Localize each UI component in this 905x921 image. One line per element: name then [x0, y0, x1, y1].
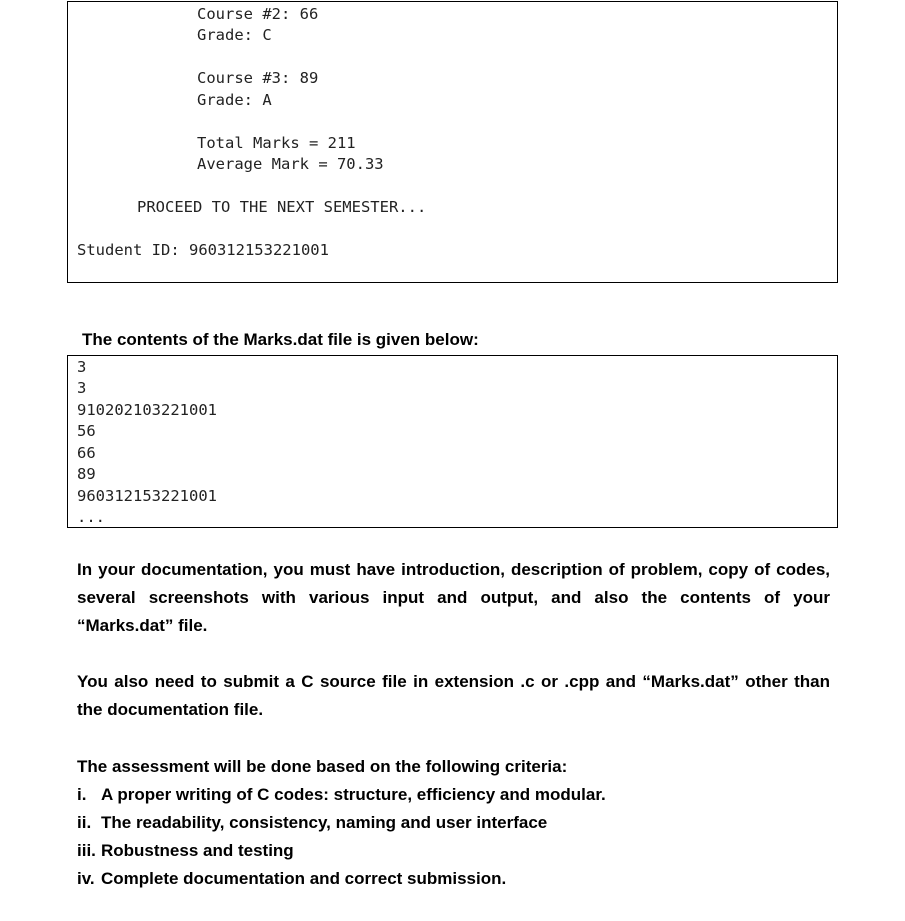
criteria-text: A proper writing of C codes: structure, efficiency and modular. — [101, 785, 606, 804]
submission-paragraph: You also need to submit a C source file in extension .c or .cpp and “Marks.dat” other than the documentation file. — [77, 672, 830, 719]
marks-line: 56 — [77, 422, 96, 440]
marks-line: 910202103221001 — [77, 401, 217, 419]
marks-file-box — [67, 355, 838, 528]
marks-line: 3 — [77, 358, 87, 376]
criteria-number: ii. — [77, 813, 92, 832]
criteria-heading: The assessment will be done based on the following criteria: — [77, 757, 568, 776]
criteria-text: Complete documentation and correct submission. — [101, 869, 507, 888]
course3-line: Course #3: 89 — [197, 69, 319, 87]
marks-line: 3 — [77, 379, 87, 397]
total-marks-line: Total Marks = 211 — [197, 134, 356, 152]
criteria-item — [77, 837, 294, 865]
average-mark-line: Average Mark = 70.33 — [197, 155, 384, 173]
criteria-item — [77, 809, 547, 837]
criteria-text: The readability, consistency, naming and user interface — [101, 813, 548, 832]
marks-line: ... — [77, 508, 105, 526]
marks-line: 66 — [77, 444, 96, 462]
program-output-box — [67, 1, 838, 283]
criteria-number: i. — [77, 785, 87, 804]
marks-line: 960312153221001 — [77, 487, 217, 505]
course3-grade-line: Grade: A — [197, 91, 272, 109]
criteria-text: Robustness and testing — [101, 841, 294, 860]
criteria-item — [77, 781, 606, 809]
criteria-item — [77, 865, 506, 893]
criteria-number: iv. — [77, 869, 95, 888]
proceed-message: PROCEED TO THE NEXT SEMESTER... — [137, 198, 427, 216]
course2-line: Course #2: 66 — [197, 5, 319, 23]
student-id-line: Student ID: 960312153221001 — [77, 241, 329, 259]
criteria-number: iii. — [77, 841, 96, 860]
course2-grade-line: Grade: C — [197, 26, 272, 44]
marks-line: 89 — [77, 465, 96, 483]
marks-file-heading: The contents of the Marks.dat file is given below: — [82, 330, 479, 349]
documentation-paragraph: In your documentation, you must have introduction, description of problem, copy of codes, several screenshots with various input and output, and also the contents of your “Marks.dat” file. — [77, 560, 830, 635]
